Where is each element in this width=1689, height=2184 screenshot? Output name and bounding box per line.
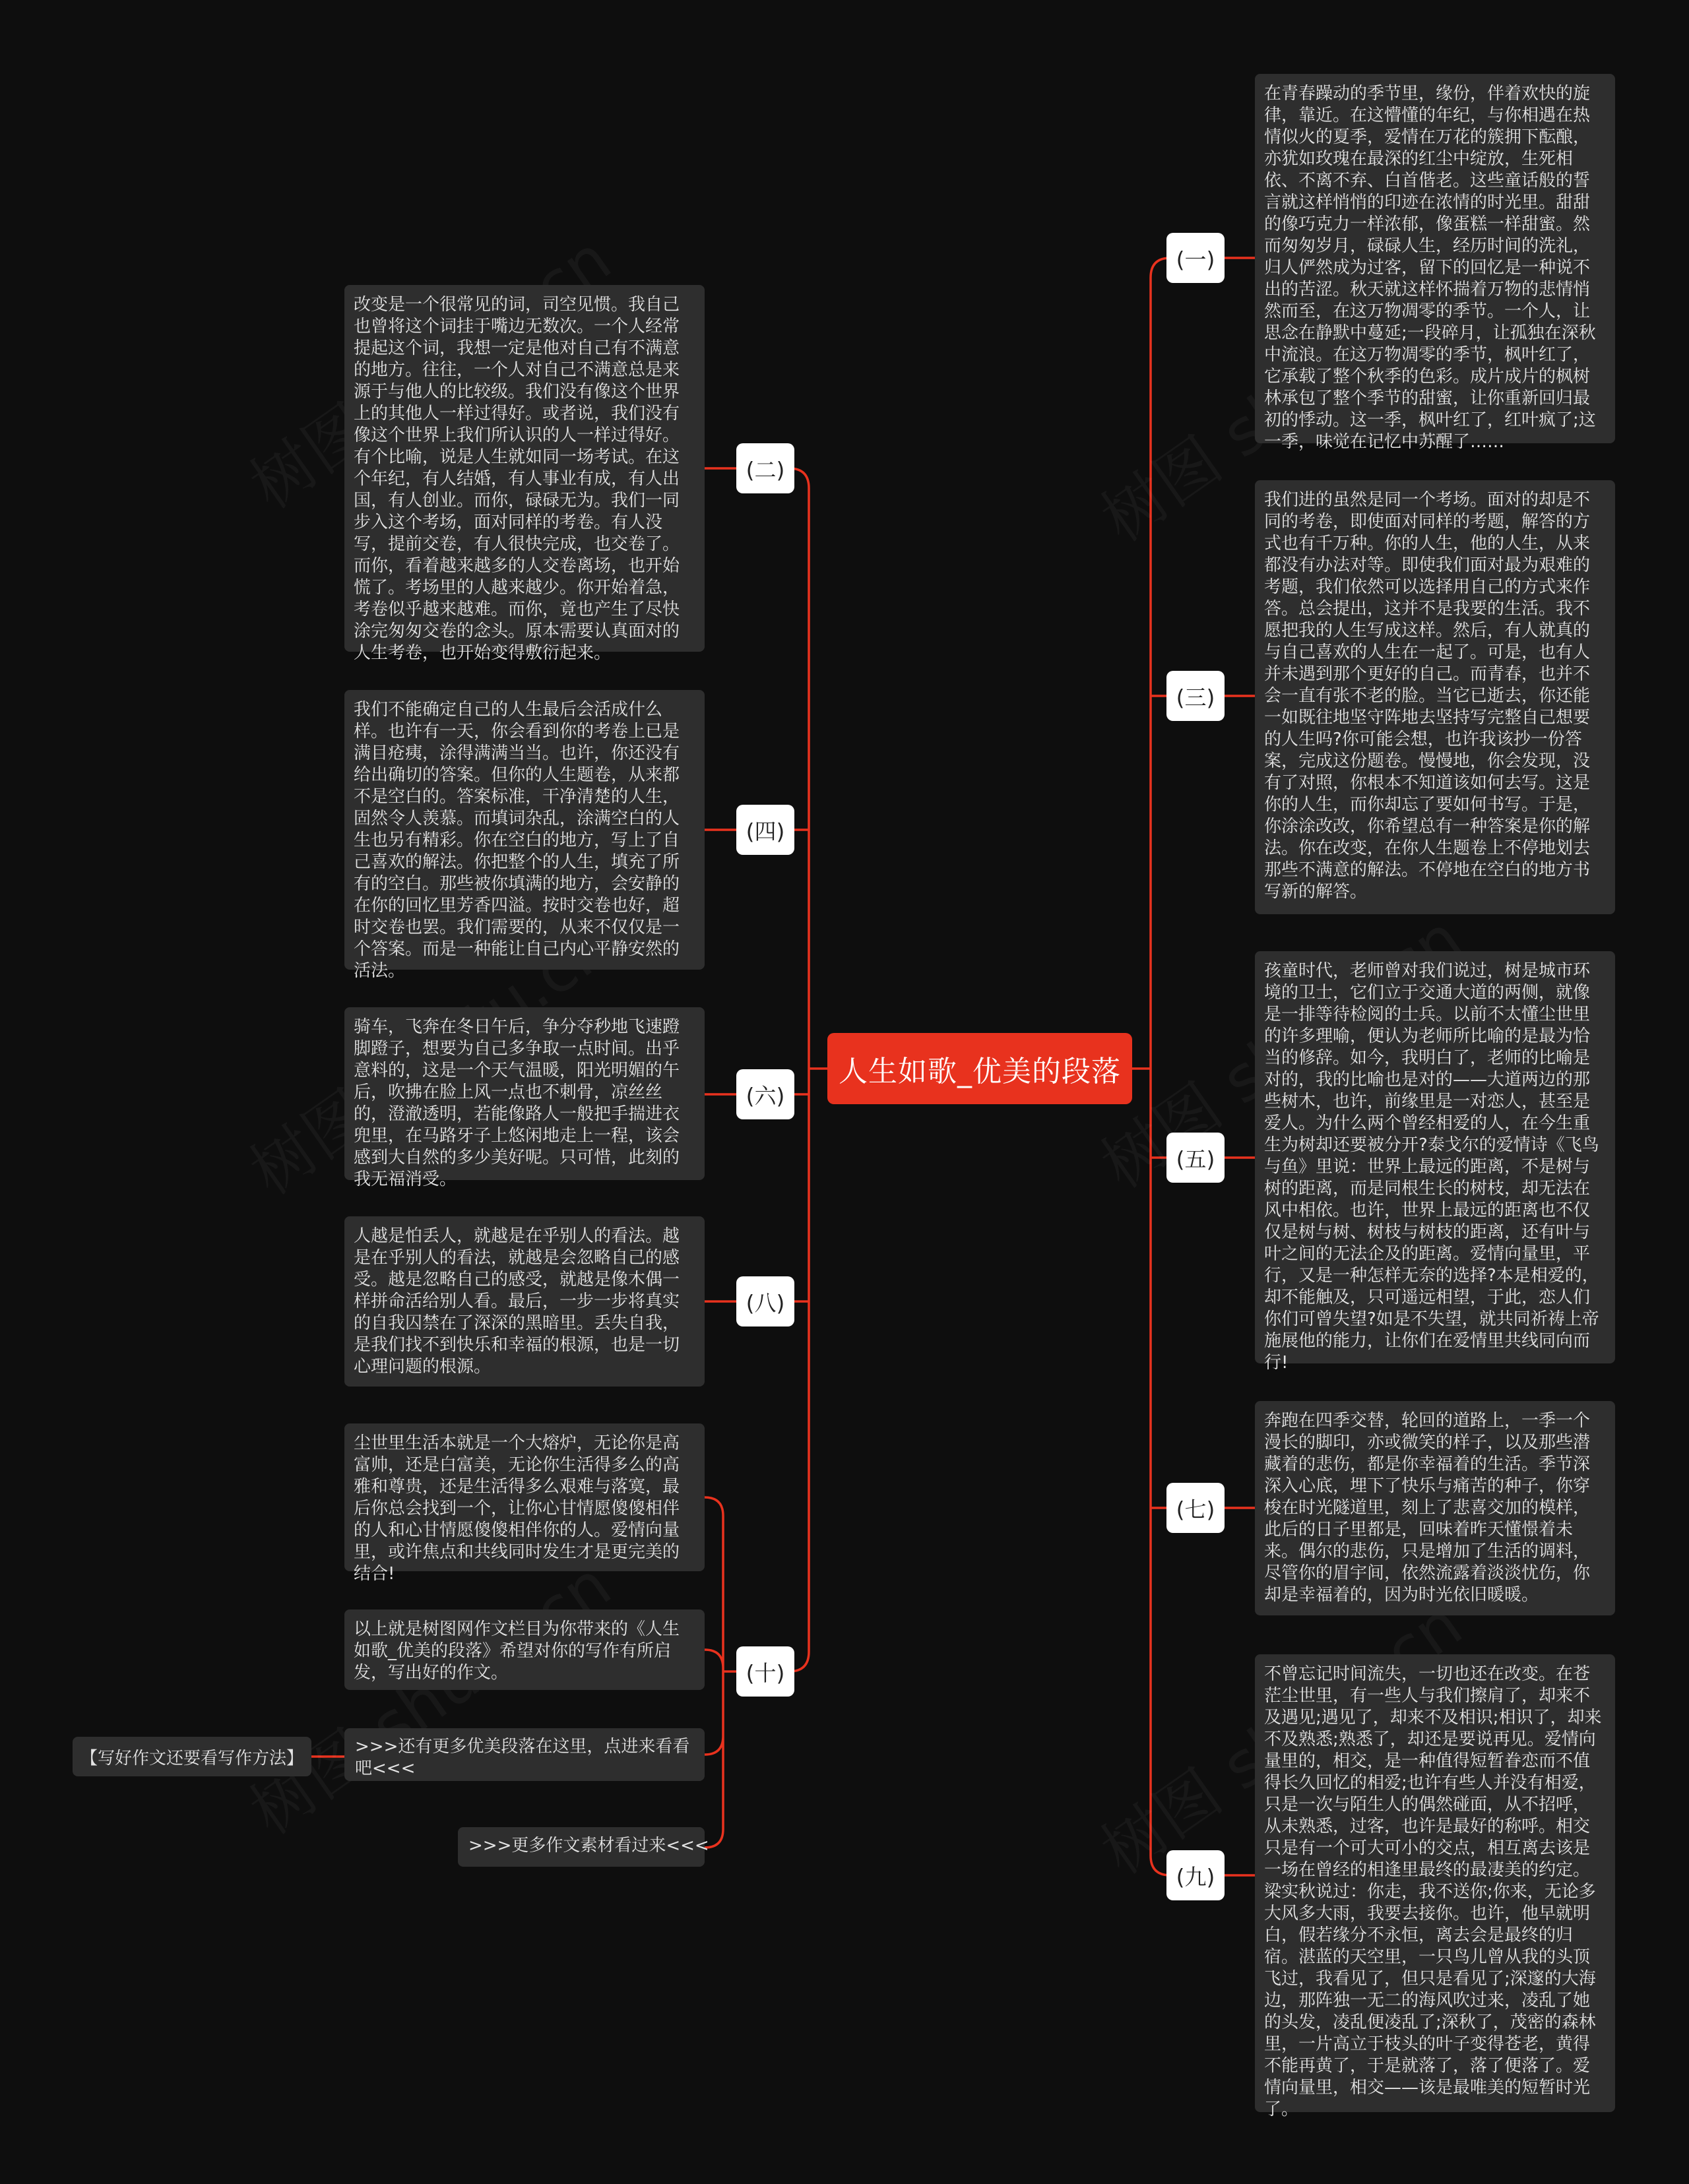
branch-2[interactable]: (二) (736, 443, 794, 493)
leaf-text-10a: 尘世里生活本就是一个大熔炉，无论你是高富帅，还是白富美，无论你生活得多么的高雅和尊贵，还是生活得多么艰难与落寞，最后你总会找到一个，让你心甘情愿傻傻相伴的人和心甘情愿傻傻相伴你的人。爱情向量里，或许焦点和共线同时发生才是更完美的结合! (344, 1423, 705, 1571)
branch-9[interactable]: (九) (1166, 1850, 1225, 1900)
leaf-text-8: 人越是怕丢人，就越是在乎别人的看法。越是在乎别人的看法，就越是会忽略自己的感受。越是忽略自己的感受，就越是像木偶一样拼命活给别人看。最后，一步一步将真实的自我囚禁在了深深的黑暗里。丢失自我，是我们找不到快乐和幸福的根源，也是一切心理问题的根源。 (344, 1216, 705, 1387)
leaf-text-9: 不曾忘记时间流失，一切也还在改变。在苍茫尘世里，有一些人与我们擦肩了，却来不及遇见;遇见了，却来不及相识;相识了，却来不及熟悉;熟悉了，却还是要说再见。爱情向量里的，相交，是一种值得短暂眷恋而不值得长久回忆的相爱;也许有些人并没有相爱，只是一次与陌生人的偶然碰面，从不招呼，从未熟悉，过客，也许是最好的称呼。相交只是有一个可大可小的交点，相互离去该是一场在曾经的相逢里最终的最凄美的约定。梁实秋说过：你走，我不送你;你来，无论多大风多大雨，我要去接你。也许，他早就明白，假若缘分不永恒，离去会是最终的归宿。湛蓝的天空里，一只鸟儿曾从我的头顶飞过，我看见了，但只是看见了;深邃的大海边，那阵独一无二的海风吹过来，凌乱了她的头发，凌乱便凌乱了;深秋了，茂密的森林里，一片高立于枝头的叶子变得苍老，黄得不能再黄了，于是就落了，落了便落了。爱情向量里，相交——该是最唯美的短暂时光了。 (1255, 1654, 1615, 2112)
leaf-text-2: 改变是一个很常见的词，司空见惯。我自己也曾将这个词挂于嘴边无数次。一个人经常提起这个词，我想一定是他对自己有不满意的地方。往往，一个人对自己不满意总是来源于与他人的比较级。我们没有像这个世界上的其他人一样过得好。或者说，我们没有像这个世界上我们所认识的人一样过得好。有个比喻，说是人生就如同一场考试。在这个年纪，有人结婚，有人事业有成，有人出国，有人创业。而你，碌碌无为。我们一同步入这个考场，面对同样的考卷。有人没写，提前交卷，有人很快完成，也交卷了。而你，看着越来越多的人交卷离场，也开始慌了。考场里的人越来越少。你开始着急，考卷似乎越来越难。而你，竟也产生了尽快涂完匆匆交卷的念头。原本需要认真面对的人生考卷，也开始变得敷衍起来。 (344, 285, 705, 652)
branch-5[interactable]: (五) (1166, 1133, 1225, 1183)
root-topic[interactable]: 人生如歌_优美的段落 (827, 1033, 1132, 1104)
more-materials-link[interactable]: >>>更多作文素材看过来<<< (458, 1827, 705, 1867)
branch-4[interactable]: (四) (736, 805, 794, 855)
leaf-text-7: 奔跑在四季交替，轮回的道路上，一季一个漫长的脚印，亦或微笑的样子，以及那些潜藏着的悲伤，都是你幸福着的生活。季节深深入心底，埋下了快乐与痛苦的种子，你穿梭在时光隧道里，刻上了悲喜交加的模样，此后的日子里都是，回味着昨天懂憬着未来。偶尔的悲伤，只是增加了生活的调料，尽管你的眉宇间，依然流露着淡淡忧伤，你却是幸福着的，因为时光依旧暖暖。 (1255, 1401, 1615, 1615)
leaf-text-6: 骑车，飞奔在冬日午后，争分夺秒地飞速蹬脚蹬子，想要为自己多争取一点时间。出乎意料的，这是一个天气温暖，阳光明媚的午后，吹拂在脸上风一点也不刺骨，凉丝丝的，澄澈透明，若能像路人一般把手揣进衣兜里，在马路牙子上悠闲地走上一程，该会感到大自然的多少美好呢。只可惜，此刻的我无福消受。 (344, 1007, 705, 1180)
branch-6[interactable]: (六) (736, 1069, 794, 1119)
trunk-left (789, 468, 809, 1671)
connector-b10-fan (705, 1497, 736, 1848)
branch-1[interactable]: (一) (1166, 233, 1225, 283)
leaf-text-4: 我们不能确定自己的人生最后会活成什么样。也许有一天，你会看到你的考卷上已是满目疮痍，涂得满满当当。也许，你还没有给出确切的答案。但你的人生题卷，从来都不是空白的。答案标准，干净清楚的人生，固然令人羡慕。而填词杂乱，涂满空白的人生也另有精彩。你在空白的地方，写上了自己喜欢的解法。你把整个的人生，填充了所有的空白。那些被你填满的地方，会安静的在你的回忆里芳香四溢。按时交卷也好，超时交卷也罢。我们需要的，从来不仅仅是一个答案。而是一种能让自己内心平静安然的活法。 (344, 690, 705, 970)
branch-10[interactable]: (十) (736, 1646, 794, 1697)
leaf-text-10b: 以上就是树图网作文栏目为你带来的《人生如歌_优美的段落》希望对你的写作有所启发，写出好的作文。 (344, 1609, 705, 1690)
more-paragraphs-link[interactable]: >>>还有更多优美段落在这里，点进来看看吧<<< (344, 1728, 705, 1781)
branch-3[interactable]: (三) (1166, 671, 1225, 721)
branch-8[interactable]: (八) (736, 1276, 794, 1326)
leaf-text-1: 在青春躁动的季节里，缘份，伴着欢快的旋律，靠近。在这懵懂的年纪，与你相遇在热情似火的夏季，爱情在万花的簇拥下酝酿，亦犹如玫瑰在最深的红尘中绽放，生死相依、不离不弃、白首偕老。这些童话般的誓言就这样悄悄的印迹在浓情的时光里。甜甜的像巧克力一样浓郁，像蛋糕一样甜蜜。然而匆匆岁月，碌碌人生，经历时间的洗礼，归人俨然成为过客，留下的回忆是一种说不出的苦涩。秋天就这样怀揣着万物的悲情悄然而至，在这万物凋零的季节。一个人，让思念在静默中蔓延;一段碎月，让孤独在深秋中流浪。在这万物凋零的季节，枫叶红了，它承载了整个秋季的色彩。成片成片的枫树林承包了整个季节的甜蜜，让你重新回归最初的悸动。这一季，枫叶红了，红叶疯了;这一季，味觉在记忆中苏醒了…… (1255, 74, 1615, 443)
leaf-text-3: 我们进的虽然是同一个考场。面对的却是不同的考卷，即使面对同样的考题，解答的方式也有千万种。你的人生，他的人生，从来都没有办法对等。即使我们面对最为艰难的考题，我们依然可以选择用自己的方式来作答。总会提出，这并不是我要的生活。我不愿把我的人生写成这样。然后，有人就真的与自己喜欢的人生在一起了。可是，也有人并未遇到那个更好的自己。而青春，也并不会一直有张不老的脸。当它已逝去，你还能一如既往地坚守阵地去坚持写完整自己想要的人生吗?你可能会想，也许我该抄一份答案，完成这份题卷。慢慢地，你会发现，没有了对照，你根本不知道该如何去写。这是你的人生，而你却忘了要如何书写。于是，你涂涂改改，你希望总有一种答案是你的解法。你在改变，在你人生题卷上不停地划去那些不满意的解法。不停地在空白的地方书写新的解答。 (1255, 480, 1615, 914)
branch-7[interactable]: (七) (1166, 1483, 1225, 1533)
leaf-text-5: 孩童时代，老师曾对我们说过，树是城市环境的卫士，它们立于交通大道的两侧，就像是一排等待检阅的士兵。以前不太懂尘世里的许多理喻，便认为老师所比喻的是最为恰当的修辞。如今，我明白了，老师的比喻是对的，我的比喻也是对的——大道两边的那些树木，也许，前缘里是一对恋人，甚至是爱人。为什么两个曾经相爱的人，在今生重生为树却还要被分开?泰戈尔的爱情诗《飞鸟与鱼》里说：世界上最远的距离，不是树与树的距离，而是同根生长的树枝，却无法在风中相依。也许，世界上最远的距离也不仅仅是树与树、树枝与树枝的距离，还有叶与叶之间的无法企及的距离。爱情向量里，平行，又是一种怎样无奈的选择?本是相爱的，却不能触及，只可遥远相望，于此，恋人们你们可曾失望?如是不失望，就共同祈祷上帝施展他的能力，让你们在爱情里共线同向而行! (1255, 951, 1615, 1363)
writing-method-tag[interactable]: 【写好作文还要看写作方法】 (73, 1737, 311, 1776)
trunk-right (1151, 258, 1170, 1875)
